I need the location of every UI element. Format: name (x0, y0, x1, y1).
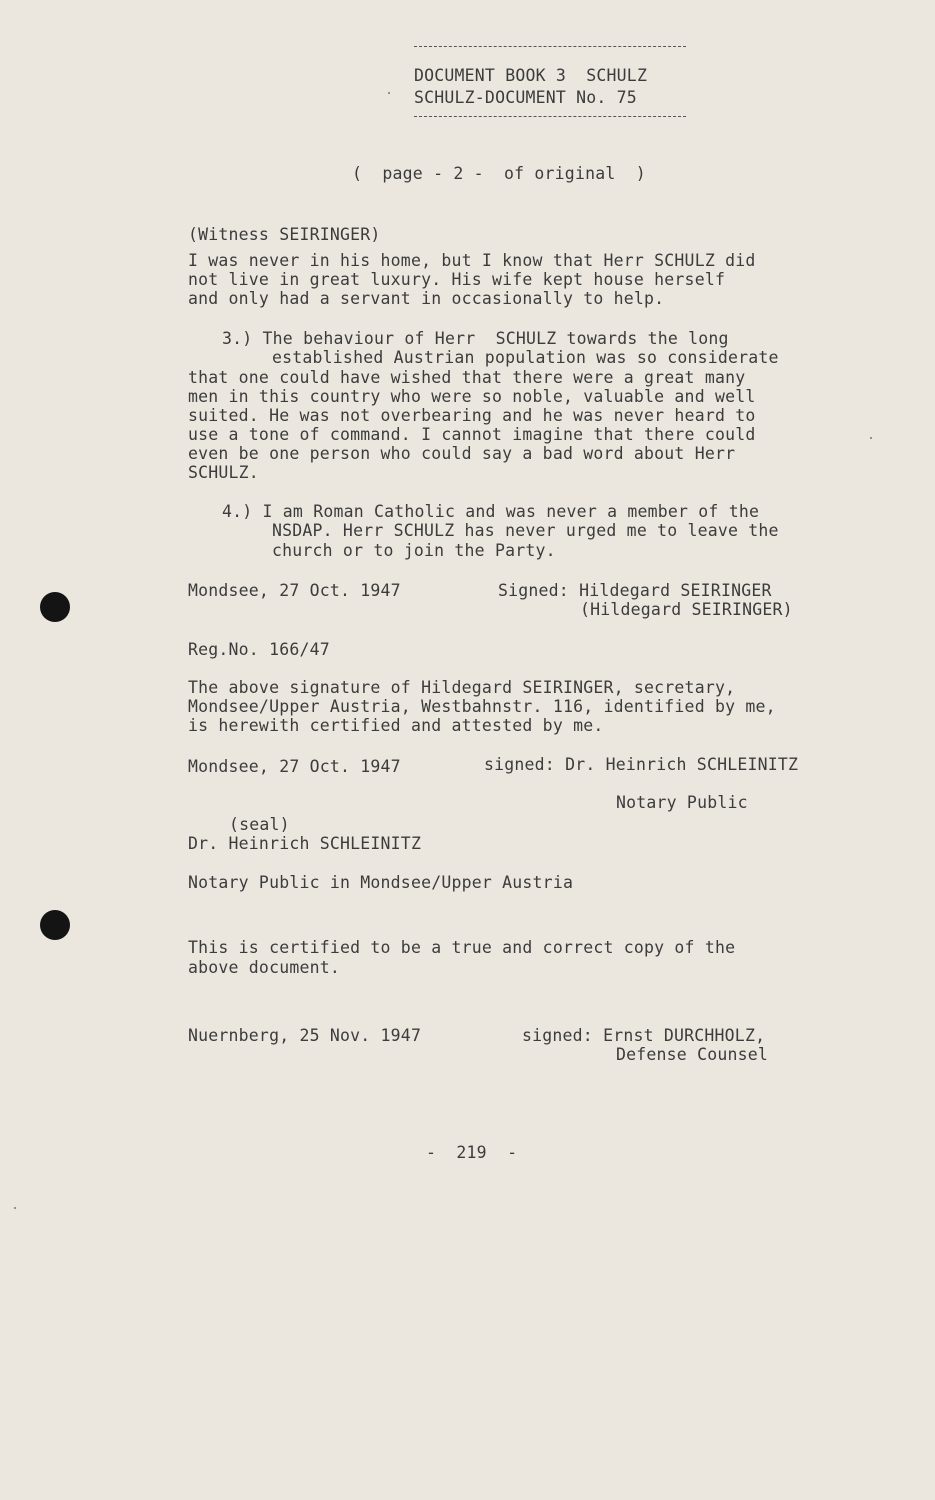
header-line-1: DOCUMENT BOOK 3 SCHULZ (414, 66, 648, 85)
signature-1-signed: Signed: Hildegard SEIRINGER (498, 581, 772, 600)
paper-speck (870, 437, 872, 439)
paragraph-3-line-7: even be one person who could say a bad word about Herr (188, 444, 736, 463)
paragraph-3-line-5: suited. He was not overbearing and he was never heard to (188, 406, 756, 425)
paragraph-4-line-1: 4.) I am Roman Catholic and was never a member of the (222, 502, 760, 521)
signature-1-place-date: Mondsee, 27 Oct. 1947 (188, 581, 401, 600)
paragraph-3-line-3: that one could have wished that there were a great many (188, 368, 746, 387)
paragraph-3-line-4: men in this country who were so noble, valuable and well (188, 387, 756, 406)
signature-2-place-date: Mondsee, 27 Oct. 1947 (188, 757, 401, 776)
certification-line-2: Mondsee/Upper Austria, Westbahnstr. 116, identified by me, (188, 697, 776, 716)
certification-line-3: is herewith certified and attested by me. (188, 716, 604, 735)
seal-name: Dr. Heinrich SCHLEINITZ (188, 834, 422, 853)
registration-number: Reg.No. 166/47 (188, 640, 330, 659)
paragraph-4-line-3: church or to join the Party. (272, 541, 556, 560)
paragraph-3-line-2: established Austrian population was so considerate (272, 348, 779, 367)
seal-label: (seal) (229, 815, 290, 834)
page-reference: ( page - 2 - of original ) (352, 164, 646, 183)
paper-speck (388, 92, 390, 94)
paragraph-1-line-3: and only had a servant in occasionally to help. (188, 289, 665, 308)
header-bottom-rule (414, 116, 686, 117)
true-copy-line-1: This is certified to be a true and correct copy of the (188, 938, 736, 957)
signature-3-place-date: Nuernberg, 25 Nov. 1947 (188, 1026, 422, 1045)
page-number: - 219 - (426, 1143, 518, 1162)
paragraph-3-line-8: SCHULZ. (188, 463, 259, 482)
signature-2-title: Notary Public (616, 793, 748, 812)
signature-3-signed: signed: Ernst DURCHHOLZ, (522, 1026, 766, 1045)
paragraph-4-line-2: NSDAP. Herr SCHULZ has never urged me to leave the (272, 521, 779, 540)
signature-2-signed: signed: Dr. Heinrich SCHLEINITZ (484, 755, 799, 774)
punch-hole-top (40, 592, 70, 622)
paragraph-1-line-2: not live in great luxury. His wife kept house herself (188, 270, 726, 289)
certification-line-1: The above signature of Hildegard SEIRINGER, secretary, (188, 678, 736, 697)
paper-speck (14, 1207, 16, 1209)
paragraph-3-line-1: 3.) The behaviour of Herr SCHULZ towards the long (222, 329, 729, 348)
witness-label: (Witness SEIRINGER) (188, 225, 381, 244)
signature-1-name: (Hildegard SEIRINGER) (580, 600, 793, 619)
header-top-rule (414, 46, 686, 47)
seal-notary-title: Notary Public in Mondsee/Upper Austria (188, 873, 574, 892)
paragraph-1-line-1: I was never in his home, but I know that Herr SCHULZ did (188, 251, 756, 270)
punch-hole-bottom (40, 910, 70, 940)
header-line-2: SCHULZ-DOCUMENT No. 75 (414, 88, 637, 107)
paragraph-3-line-6: use a tone of command. I cannot imagine that there could (188, 425, 756, 444)
true-copy-line-2: above document. (188, 958, 341, 977)
signature-3-title: Defense Counsel (616, 1045, 769, 1064)
